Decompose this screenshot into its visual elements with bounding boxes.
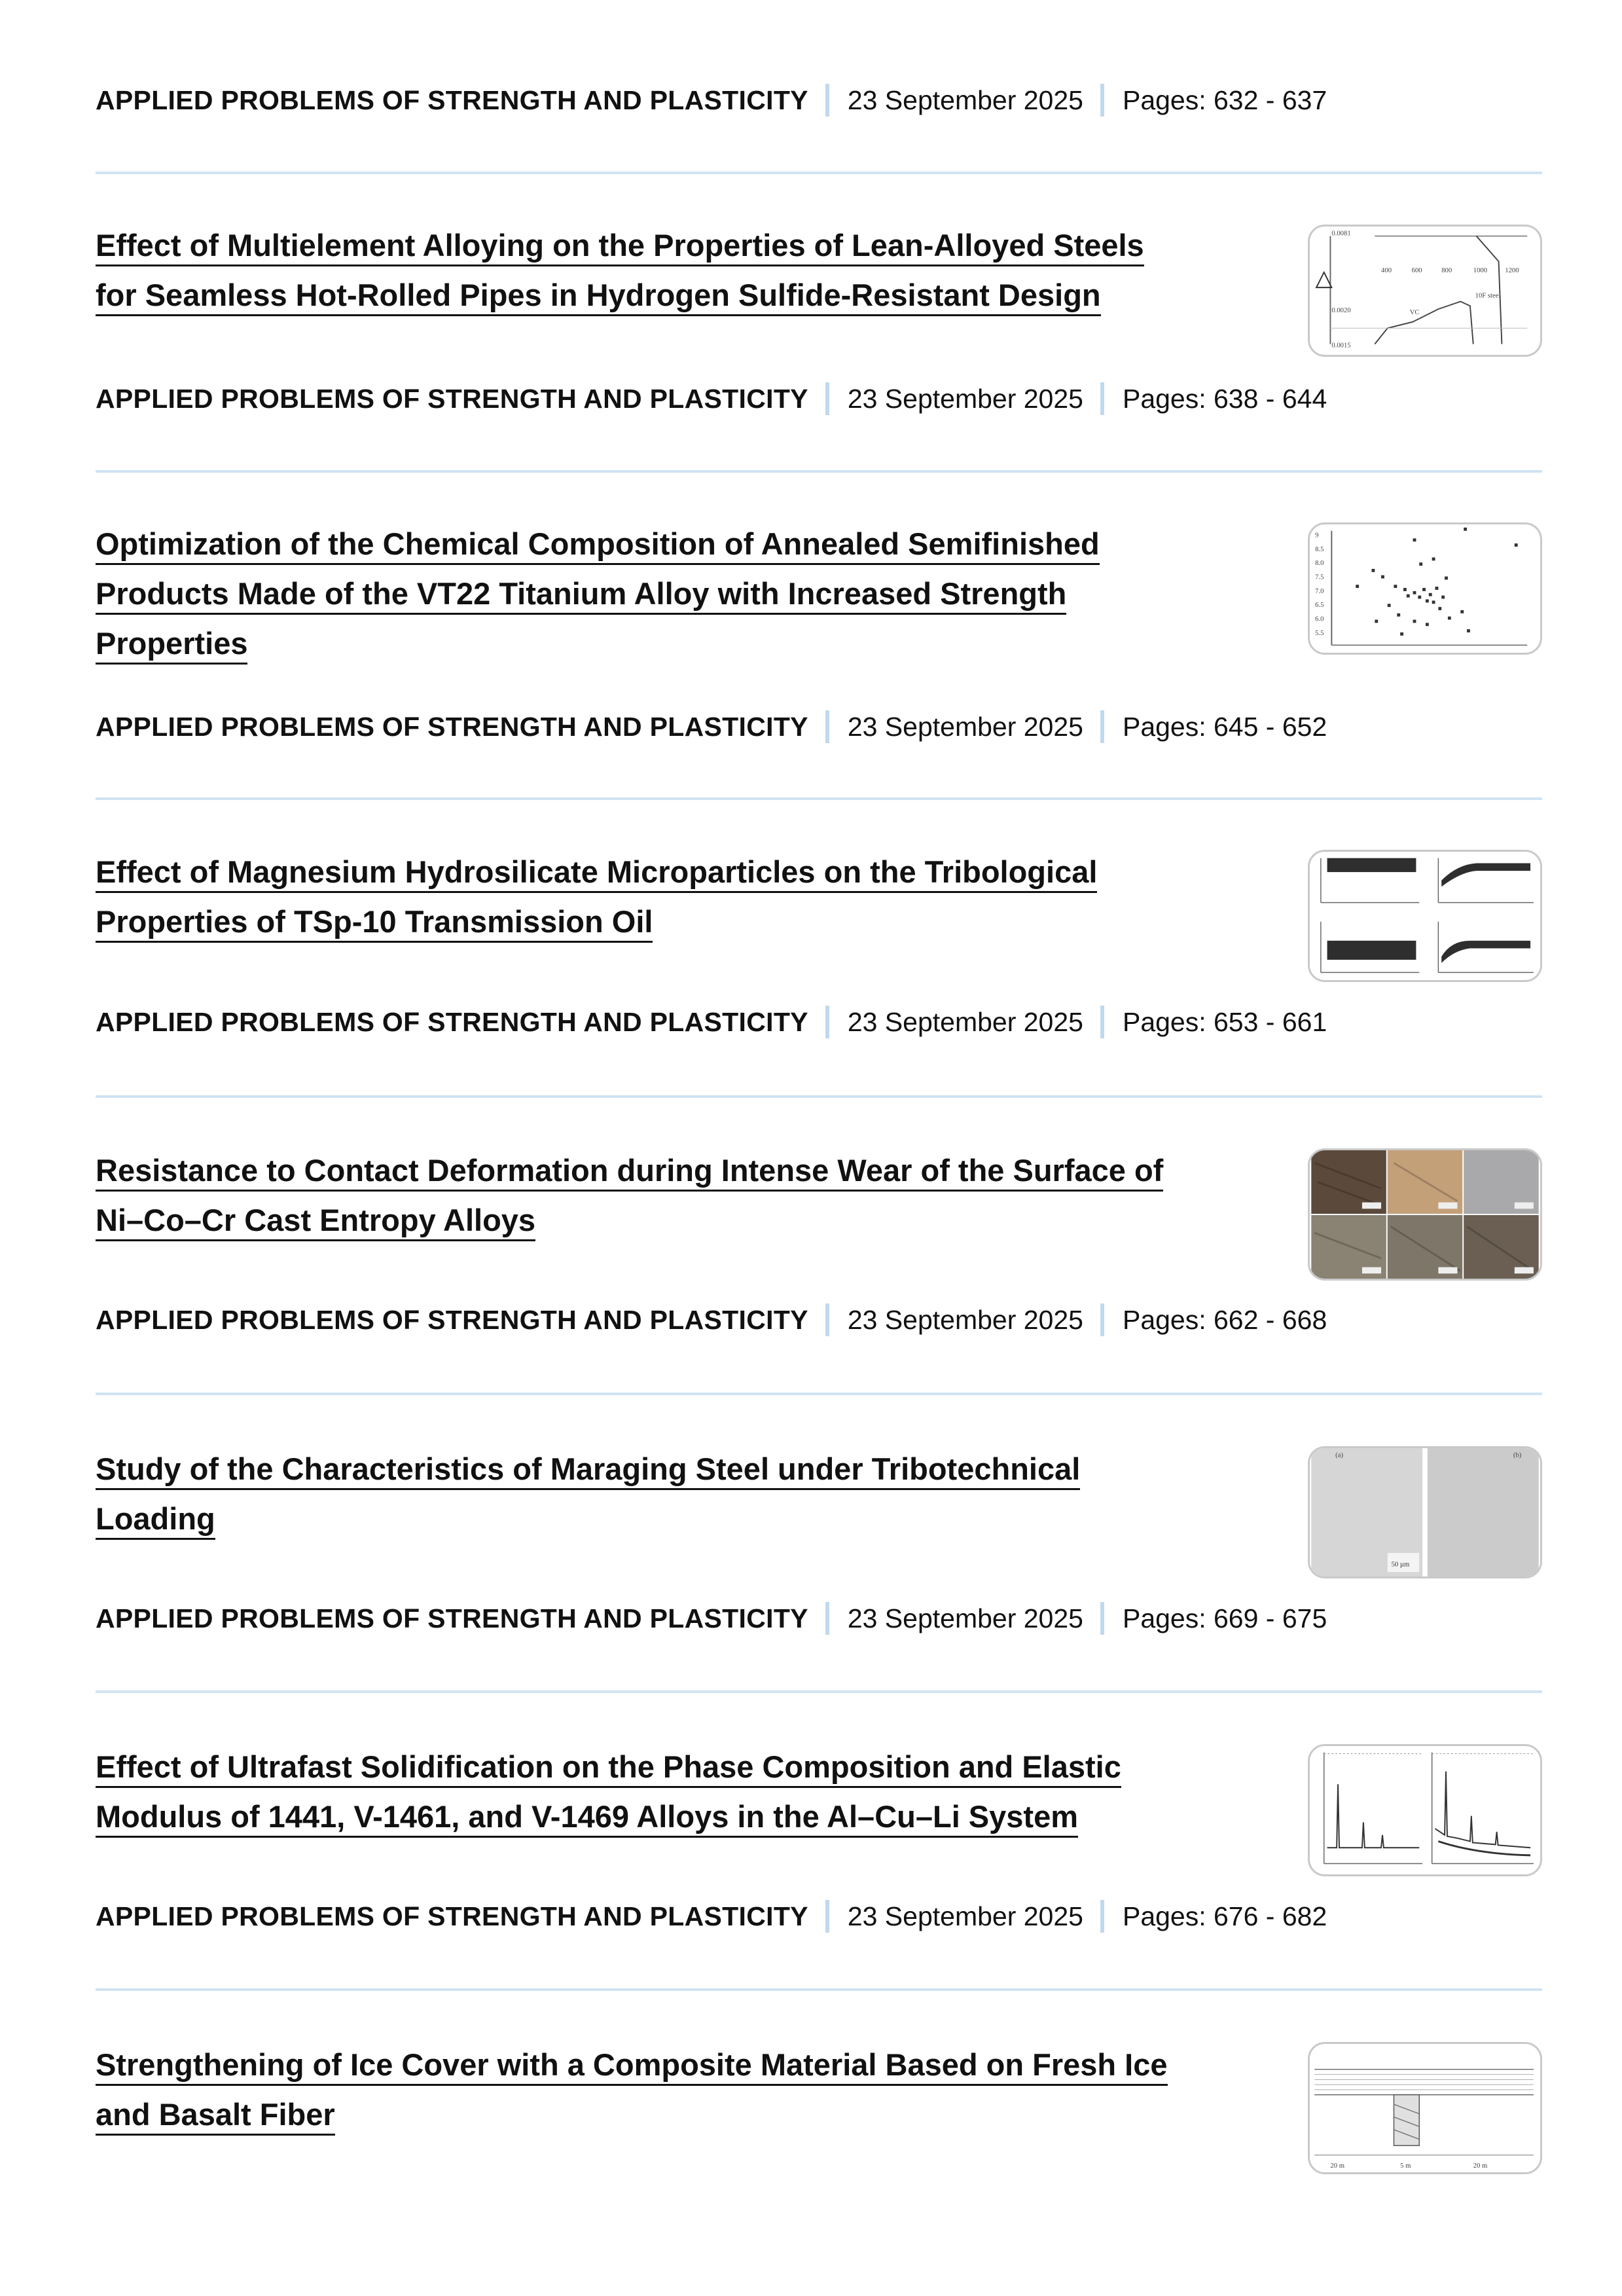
svg-text:7.0: 7.0 <box>1315 587 1324 595</box>
svg-text:(b): (b) <box>1513 1451 1522 1459</box>
meta-separator <box>825 1900 829 1933</box>
journal-name: APPLIED PROBLEMS OF STRENGTH AND PLASTICITY <box>96 383 808 414</box>
meta-separator <box>1100 84 1104 117</box>
svg-text:1000: 1000 <box>1473 266 1488 274</box>
svg-text:6.0: 6.0 <box>1315 615 1324 623</box>
page-range: Pages: 653 - 661 <box>1122 1006 1327 1037</box>
article-meta <box>96 1300 1327 1339</box>
svg-text:8.5: 8.5 <box>1315 545 1324 553</box>
divider <box>96 470 1542 473</box>
page-range: Pages: 638 - 644 <box>1122 383 1327 414</box>
meta-separator <box>1100 382 1104 415</box>
micrograph-grid-thumbnail-icon <box>1310 1150 1540 1279</box>
svg-text:VC: VC <box>1409 308 1420 316</box>
signal-plots-thumbnail-icon <box>1310 852 1540 980</box>
svg-text:6.5: 6.5 <box>1315 601 1324 610</box>
page-range: Pages: 662 - 668 <box>1122 1304 1327 1335</box>
article-meta <box>96 379 1327 418</box>
article-thumbnail[interactable] <box>1308 2042 1542 2174</box>
svg-text:0.0020: 0.0020 <box>1331 306 1351 314</box>
diffraction-pattern-thumbnail-icon <box>1310 1746 1540 1874</box>
svg-text:10F steel: 10F steel <box>1475 291 1501 300</box>
svg-text:400: 400 <box>1381 266 1392 274</box>
article-title-link[interactable]: Study of the Characteristics of Maraging Steel under Tribotechnical Loading <box>96 1444 1261 1544</box>
article-title-link[interactable]: Strengthening of Ice Cover with a Composite Material Based on Fresh Ice and Basalt Fiber <box>96 2040 1261 2140</box>
article-item <box>96 221 1261 320</box>
page-range: Pages: 645 - 652 <box>1122 711 1327 742</box>
meta-separator <box>1100 710 1104 743</box>
meta-separator <box>1100 1006 1104 1038</box>
meta-separator <box>825 382 829 415</box>
journal-name: APPLIED PROBLEMS OF STRENGTH AND PLASTICITY <box>96 1304 808 1335</box>
article-title-link[interactable]: Effect of Multielement Alloying on the Properties of Lean-Alloyed Steels for Seamless Hot-Rolled Pipes in Hydrogen Sulfide-Resistant Design <box>96 221 1261 320</box>
page-range: Pages: 676 - 682 <box>1122 1901 1327 1931</box>
divider <box>96 797 1542 800</box>
article-title-link[interactable]: Effect of Ultrafast Solidification on the Phase Composition and Elastic Modulus of 1441, V-1461, and V-1469 Alloys in the Al–Cu–Li System <box>96 1742 1261 1842</box>
meta-separator <box>1100 1900 1104 1933</box>
publication-date: 23 September 2025 <box>847 1603 1083 1633</box>
line-plot-thumbnail-icon <box>1310 227 1540 355</box>
svg-text:600: 600 <box>1411 266 1422 274</box>
meta-separator <box>825 84 829 117</box>
journal-name: APPLIED PROBLEMS OF STRENGTH AND PLASTICITY <box>96 1006 808 1037</box>
article-thumbnail[interactable] <box>1308 225 1542 357</box>
meta-separator <box>1100 1303 1104 1336</box>
article-thumbnail[interactable] <box>1308 1744 1542 1876</box>
svg-text:20 m: 20 m <box>1330 2162 1345 2170</box>
article-item <box>96 1444 1261 1544</box>
svg-text:5 m: 5 m <box>1400 2162 1411 2170</box>
journal-name: APPLIED PROBLEMS OF STRENGTH AND PLASTICITY <box>96 84 808 115</box>
publication-date: 23 September 2025 <box>847 711 1083 742</box>
article-title-link[interactable]: Optimization of the Chemical Composition of Annealed Semifinished Products Made of the VT22 Titanium Alloy with Increased Strength Properties <box>96 519 1261 668</box>
page-range: Pages: 632 - 637 <box>1122 84 1327 115</box>
divider <box>96 1095 1542 1098</box>
svg-text:(a): (a) <box>1335 1451 1344 1459</box>
journal-name: APPLIED PROBLEMS OF STRENGTH AND PLASTICITY <box>96 1603 808 1633</box>
publication-date: 23 September 2025 <box>847 1006 1083 1037</box>
article-thumbnail[interactable] <box>1308 1446 1542 1578</box>
article-item <box>96 2040 1261 2140</box>
svg-text:800: 800 <box>1441 266 1452 274</box>
publication-date: 23 September 2025 <box>847 84 1083 115</box>
article-thumbnail[interactable] <box>1308 850 1542 982</box>
article-item <box>96 847 1261 947</box>
meta-separator <box>825 1303 829 1336</box>
article-meta <box>96 707 1327 746</box>
meta-separator <box>1100 1602 1104 1635</box>
svg-text:5.5: 5.5 <box>1315 629 1324 637</box>
meta-separator <box>825 1006 829 1038</box>
article-meta <box>96 1599 1327 1638</box>
svg-text:0.0081: 0.0081 <box>1331 229 1351 238</box>
article-item <box>96 1146 1261 1245</box>
journal-name: APPLIED PROBLEMS OF STRENGTH AND PLASTICITY <box>96 1901 808 1931</box>
svg-text:0.0015: 0.0015 <box>1331 341 1351 350</box>
divider <box>96 1988 1542 1991</box>
svg-text:7.5: 7.5 <box>1315 573 1324 581</box>
ice-cover-diagram-thumbnail-icon <box>1310 2044 1540 2172</box>
svg-text:50 µm: 50 µm <box>1391 1560 1410 1569</box>
article-meta <box>96 1897 1327 1936</box>
svg-text:20 m: 20 m <box>1473 2162 1488 2170</box>
article-thumbnail[interactable] <box>1308 1148 1542 1281</box>
publication-date: 23 September 2025 <box>847 1901 1083 1931</box>
article-meta <box>96 1002 1327 1042</box>
svg-text:1200: 1200 <box>1505 266 1519 274</box>
article-meta <box>96 81 1327 120</box>
divider <box>96 1690 1542 1693</box>
article-item <box>96 519 1261 668</box>
svg-text:9: 9 <box>1315 531 1319 539</box>
journal-name: APPLIED PROBLEMS OF STRENGTH AND PLASTICITY <box>96 711 808 742</box>
meta-separator <box>825 1602 829 1635</box>
page-range: Pages: 669 - 675 <box>1122 1603 1327 1633</box>
publication-date: 23 September 2025 <box>847 383 1083 414</box>
scatter-plot-thumbnail-icon <box>1310 524 1540 653</box>
micrograph-pair-thumbnail-icon <box>1310 1448 1540 1576</box>
publication-date: 23 September 2025 <box>847 1304 1083 1335</box>
meta-separator <box>825 710 829 743</box>
divider <box>96 172 1542 174</box>
article-item <box>96 1742 1261 1842</box>
article-title-link[interactable]: Effect of Magnesium Hydrosilicate Microparticles on the Tribological Properties of TSp-10 Transmission Oil <box>96 847 1261 947</box>
svg-text:8.0: 8.0 <box>1315 559 1324 568</box>
article-thumbnail[interactable] <box>1308 522 1542 655</box>
article-title-link[interactable]: Resistance to Contact Deformation during Intense Wear of the Surface of Ni–Co–Cr Cast Entropy Alloys <box>96 1146 1261 1245</box>
divider <box>96 1393 1542 1395</box>
